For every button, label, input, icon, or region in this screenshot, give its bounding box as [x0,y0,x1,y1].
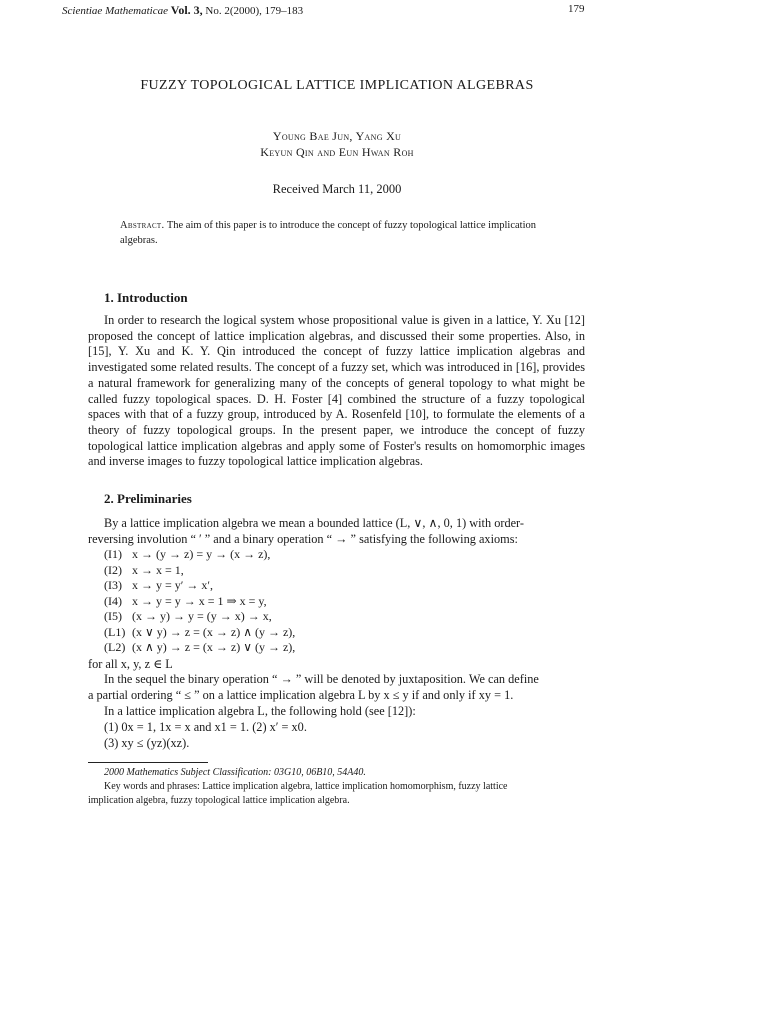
axiom-tag: (I3) [104,578,122,592]
axiom-item [104,609,272,624]
property-line-3: (3) xy ≤ (yz)(xz). [104,736,190,750]
abstract [120,218,560,248]
sequel-line-1: In the sequel the binary operation “ → ” will be denoted by juxtaposition. We can define [104,672,539,686]
journal-name: Scientiae Mathematicae [62,5,168,17]
page-number: 179 [568,3,585,15]
forall-line: for all x, y, z ∈ L [88,657,173,671]
holds-line: In a lattice implication algebra L, the following hold (see [12]): [104,704,416,718]
axiom-formula: (x → y) → y = (y → x) → x, [132,609,272,623]
definition-line-2: reversing involution “ ′ ” and a binary operation “ → ” satisfying the following axioms: [88,532,518,546]
axiom-tag: (I2) [104,562,122,577]
running-header [62,3,303,18]
footnote-msc: 2000 Mathematics Subject Classification: 03G10, 06B10, 54A40. [104,767,366,778]
journal-volume: Vol. 3, [170,3,203,17]
abstract-label: Abstract. [120,220,165,231]
sequel-line-2: a partial ordering “ ≤ ” on a lattice implication algebra L by x ≤ y if and only if xy = 1. [88,688,514,702]
axiom-item [104,578,213,593]
section-heading-preliminaries: 2. Preliminaries [104,491,192,506]
section-heading-introduction: 1. Introduction [104,290,188,305]
axiom-tag: (I4) [104,593,122,608]
axiom-formula: (x ∧ y) → z = (x → z) ∨ (y → z), [132,640,296,654]
author-block [0,128,674,160]
axiom-item [104,640,295,655]
axiom-formula: x → y = y → x = 1 ⇒ x = y, [132,593,267,608]
axiom-tag: (I5) [104,609,122,623]
axiom-tag: (I1) [104,547,122,561]
axiom-tag: (L1) [104,624,126,639]
abstract-text: The aim of this paper is to introduce the concept of fuzzy topological lattice implication algebras. [120,220,536,246]
axiom-formula: x → (y → z) = y → (x → z), [132,547,271,561]
axiom-tag: (L2) [104,640,126,654]
definition-line-1: By a lattice implication algebra we mean a bounded lattice (L, ∨, ∧, 0, 1) with order- [104,516,524,530]
axiom-formula: (x ∨ y) → z = (x → z) ∧ (y → z), [132,624,296,639]
axiom-item [104,547,270,562]
received-date: Received March 11, 2000 [272,182,402,196]
axiom-item [104,594,267,609]
property-line-1: (1) 0x = 1, 1x = x and x1 = 1. (2) x′ = x0. [104,720,307,734]
footnote-rule [88,762,208,763]
axiom-formula: x → y = y′ → x′, [132,578,214,592]
axiom-item [104,563,184,578]
authors-line-1: Young Bae Jun, Yang Xu [272,129,402,143]
journal-issue-pages: No. 2(2000), 179–183 [205,5,304,17]
authors-line-2: Keyun Qin and Eun Hwan Roh [260,145,414,159]
introduction-paragraph: In order to research the logical system whose propositional value is given in a lattice, Y. Xu [12] proposed the concept of lattice implication algebras, and discussed their some properties. Also, in [15], Y. Xu and K. Y. Qin introduced the concept of fuzzy lattice implication algebras and investigated some related results. The concept of a fuzzy set, which was introduced in [16], provides a natural framework for generalizing many of the concepts of general topology to what might be called fuzzy topological spaces. D. H. Foster [4] combined the structure of a fuzzy topological spaces with that of a fuzzy group, introduced by A. Rosenfeld [10], to formulate the elements of a theory of fuzzy topological groups. In the present paper, we introduce the concept of fuzzy topological lattice implication algebras and apply some of Foster's results on homomorphic images and inverse images to fuzzy topological lattice implication algebras. [88,313,585,469]
paper-title: FUZZY TOPOLOGICAL LATTICE IMPLICATION ALGEBRAS [140,78,534,93]
axiom-formula: x → x = 1, [132,562,184,577]
footnote-keywords-line-2: implication algebra, fuzzy topological lattice implication algebra. [88,795,350,806]
axiom-item [104,625,295,640]
footnote-keywords-line-1: Key words and phrases: Lattice implication algebra, lattice implication homomorphism, fuzzy lattice [104,781,508,792]
